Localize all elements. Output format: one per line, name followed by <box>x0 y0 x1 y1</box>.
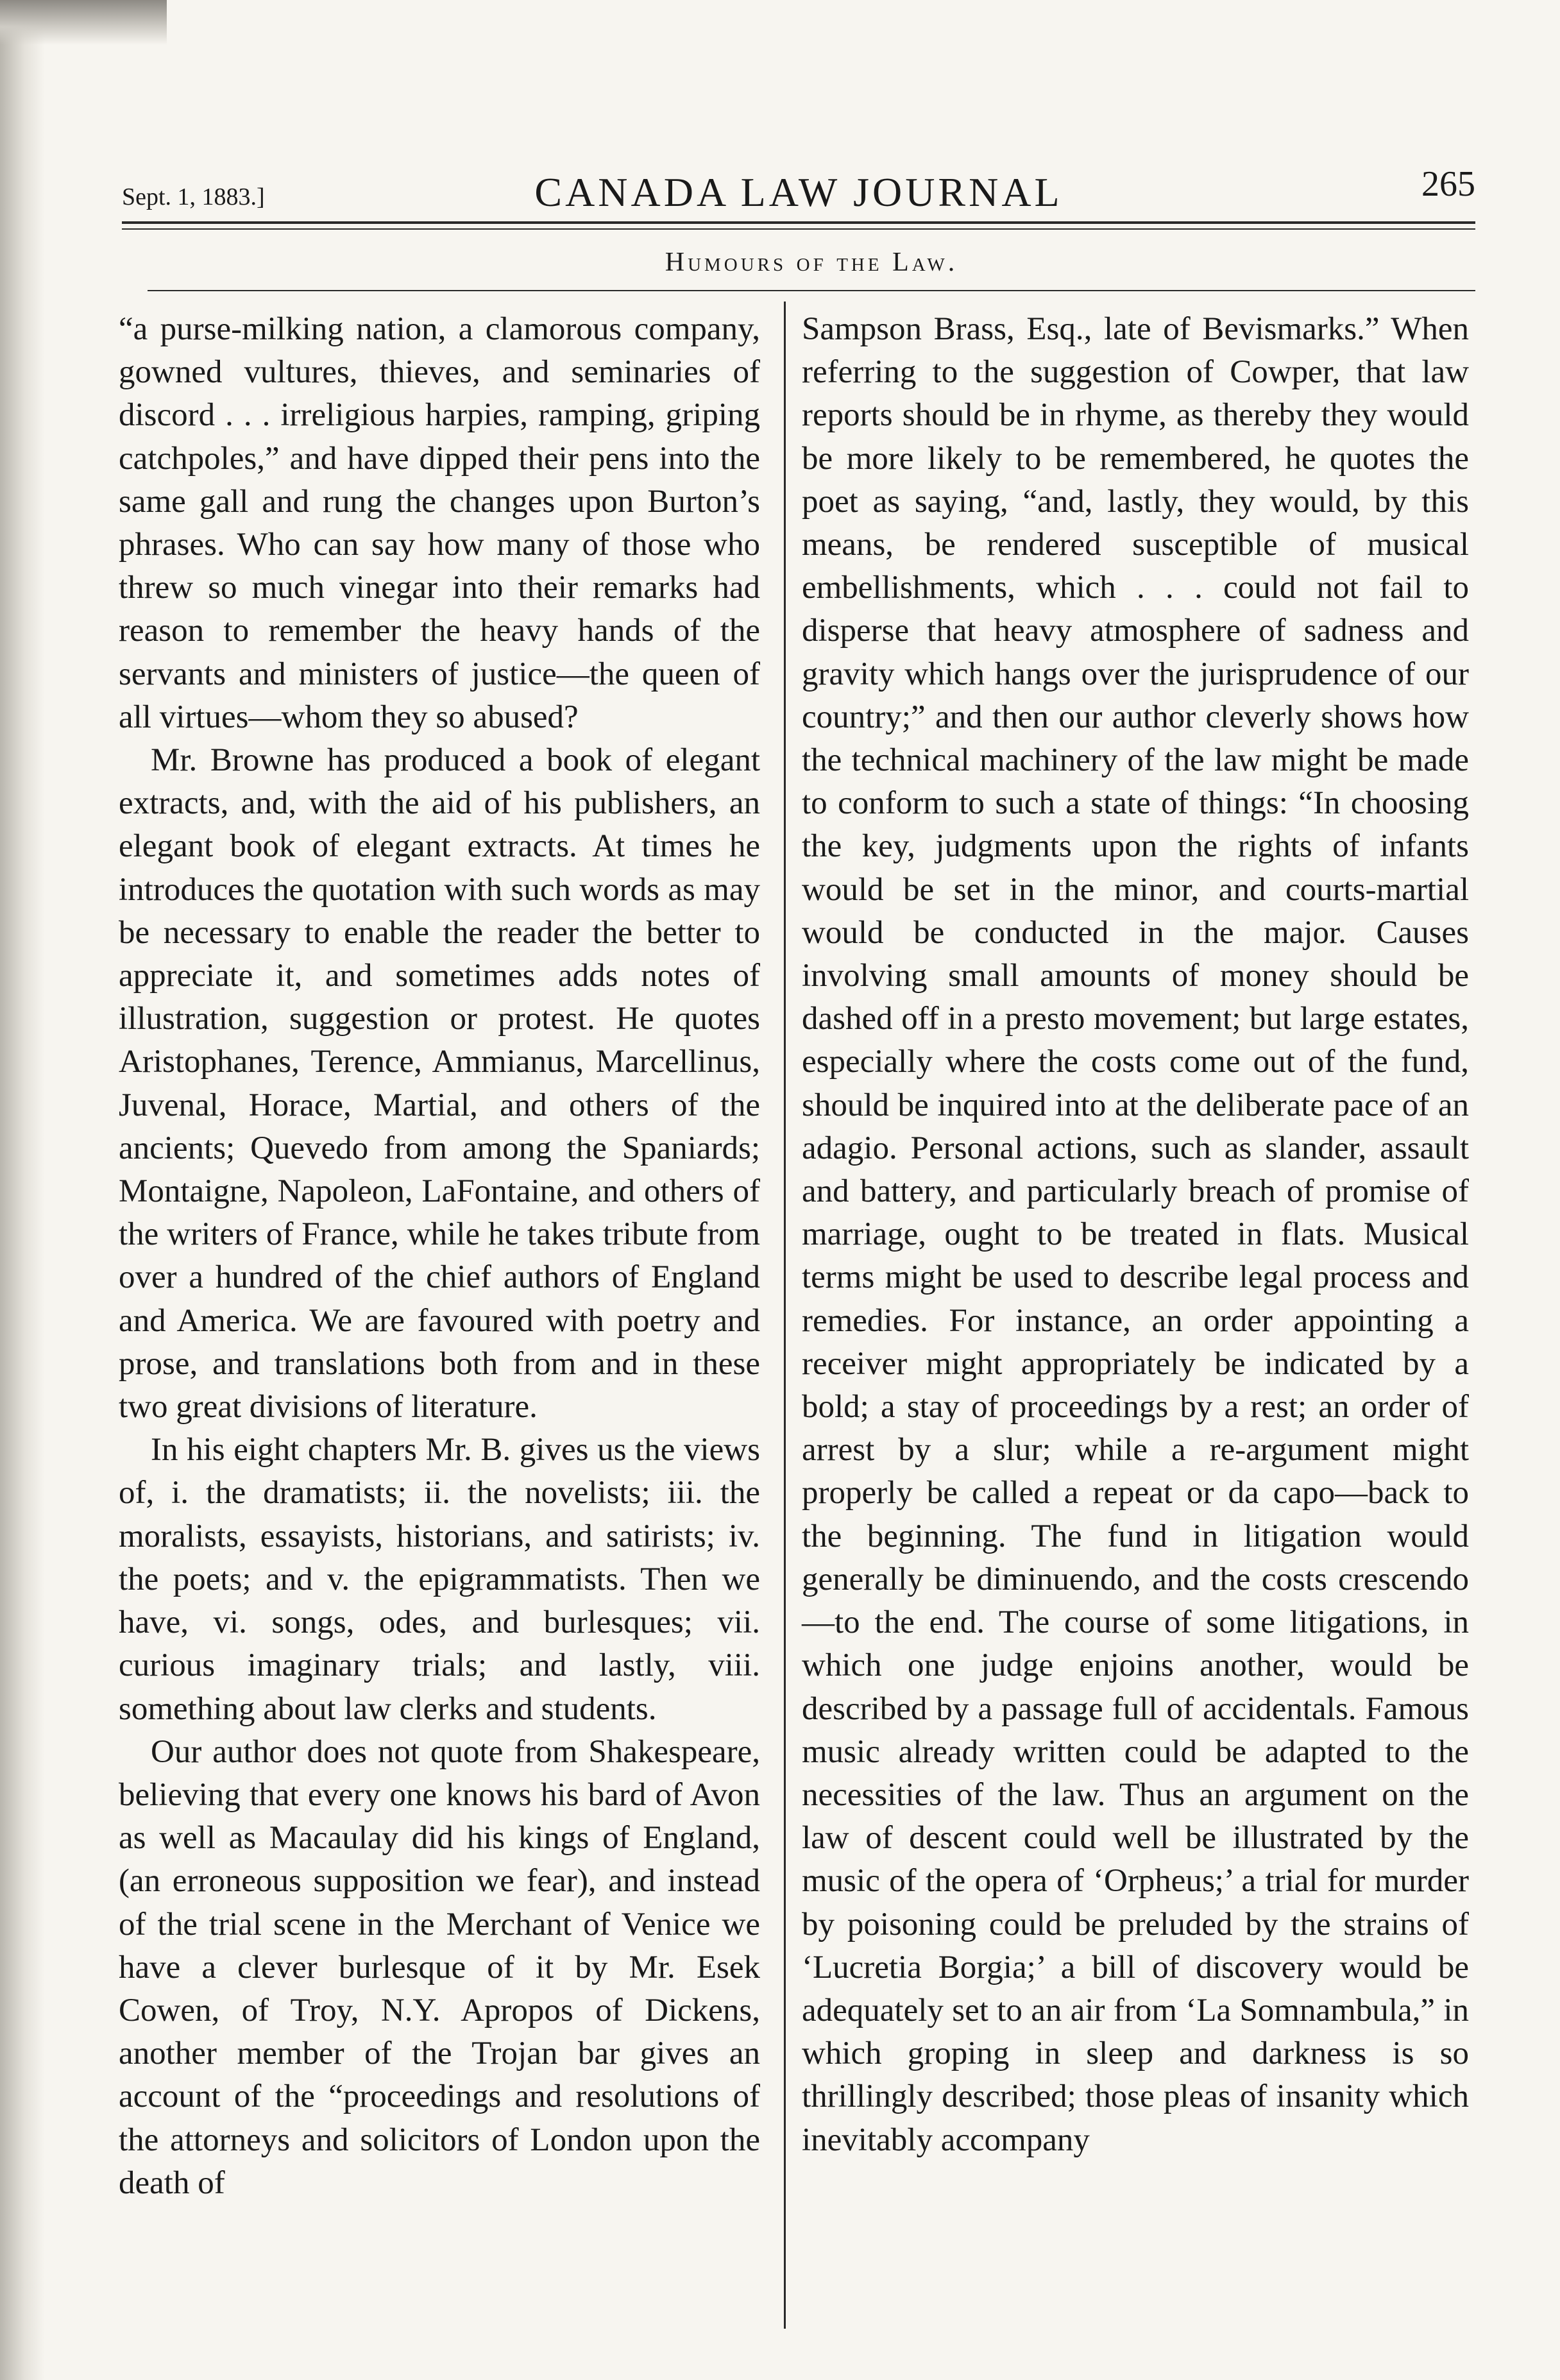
left-paragraph-3: In his eight chapters Mr. B. gives us the views of, i. the dramatists; ii. the novelists; iii. the moralists, essayists, historians, and satirists; iv. the poets; and v. the epigrammatists. Then we have, vi. songs, odes, and burlesques; vii. curious imaginary trials; and lastly, viii. something about law clerks and students. <box>119 1432 760 1727</box>
left-paragraph-4: Our author does not quote from Shakespeare, believing that every one knows his bard of Avon as well as Macaulay did his kings of England, (an erroneous supposition we fear), and instead of the trial scene in the Merchant of Venice we have a clever burlesque of it by Mr. Esek Cowen, of Troy, N.Y. Apropos of Dickens, another member of the Trojan bar gives an account of the “proceedings and resolutions of the attorneys and solicitors of London upon the death of <box>119 1733 760 2201</box>
header-rule-bottom <box>122 228 1475 230</box>
column-divider <box>784 302 786 2329</box>
running-head <box>122 164 1475 225</box>
section-rule <box>148 290 1475 291</box>
left-paragraph-1: “a purse-milking nation, a clamorous company, gowned vultures, thieves, and seminaries of discord . . . irreligious harpies, ramping, griping catchpoles,” and have dipped their pens into the same gall and rung the changes upon Burton’s phrases. Who can say how many of those who threw so much vinegar into their remarks had reason to remember the heavy hands of the servants and ministers of justice—the queen of all virtues—whom they so abused? <box>119 311 760 735</box>
page-number: 265 <box>1421 164 1475 204</box>
left-paragraph-2: Mr. Browne has produced a book of elegant extracts, and, with the aid of his publishers, an elegant book of elegant extracts. At times he introduces the quotation with such words as may be necessary to enable the reader the better to appreciate it, and sometimes adds notes of illustration, suggestion or protest. He quotes Aristophanes, Terence, Ammianus, Marcellinus, Juvenal, Horace, Martial, and others of the ancients; Quevedo from among the Spaniards; Montaigne, Napoleon, LaFontaine, and others of the writers of France, while he takes tribute from over a hundred of the chief authors of England and America. We are favoured with poetry and prose, and translations both from and in these two great divisions of literature. <box>119 742 760 1425</box>
section-title: Humours of the Law. <box>665 248 958 277</box>
left-column <box>119 308 760 2205</box>
header-rule-top <box>122 221 1475 224</box>
scan-shadow-edge <box>0 0 45 2380</box>
issue-date: Sept. 1, 1883.] <box>122 183 265 210</box>
scan-shadow-corner <box>0 0 167 45</box>
right-column <box>802 308 1469 2162</box>
journal-title: CANADA LAW JOURNAL <box>534 169 1063 215</box>
right-paragraph-1: Sampson Brass, Esq., late of Bevismarks.” When referring to the suggestion of Cowper, that law reports should be in rhyme, as thereby they would be more likely to be remembered, he quotes the poet as saying, “and, lastly, they would, by this means, be rendered susceptible of musical embellishments, which . . . could not fail to disperse that heavy atmosphere of sadness and gravity which hangs over the jurisprudence of our country;” and then our author cleverly shows how the technical machinery of the law might be made to conform to such a state of things: “In choosing the key, judgments upon the rights of infants would be set in the minor, and courts-martial would be conducted in the major. Causes involving small amounts of money should be dashed off in a presto movement; but large estates, especially where the costs come out of the fund, should be inquired into at the deliberate pace of an adagio. Personal actions, such as slander, assault and battery, and particularly breach of promise of marriage, ought to be treated in flats. Musical terms might be used to describe legal process and remedies. For instance, an order appointing a receiver might appropriately be indicated by a bold; a stay of proceedings by a rest; an order of arrest by a slur; while a re-argument might properly be called a repeat or da capo—back to the beginning. The fund in litigation would generally be diminuendo, and the costs crescendo—to the end. The course of some litigations, in which one judge enjoins another, would be described by a passage full of accidentals. Famous music already written could be adapted to the necessities of the law. Thus an argument on the law of descent could well be illustrated by the music of the opera of ‘Orpheus;’ a trial for murder by poisoning could be preluded by the strains of ‘Lucretia Borgia;’ a bill of discovery would be adequately set to an air from ‘La Somnambula,” in which groping in sleep and darkness is so thrillingly described; those pleas of insanity which inevitably accompany <box>802 311 1469 2158</box>
